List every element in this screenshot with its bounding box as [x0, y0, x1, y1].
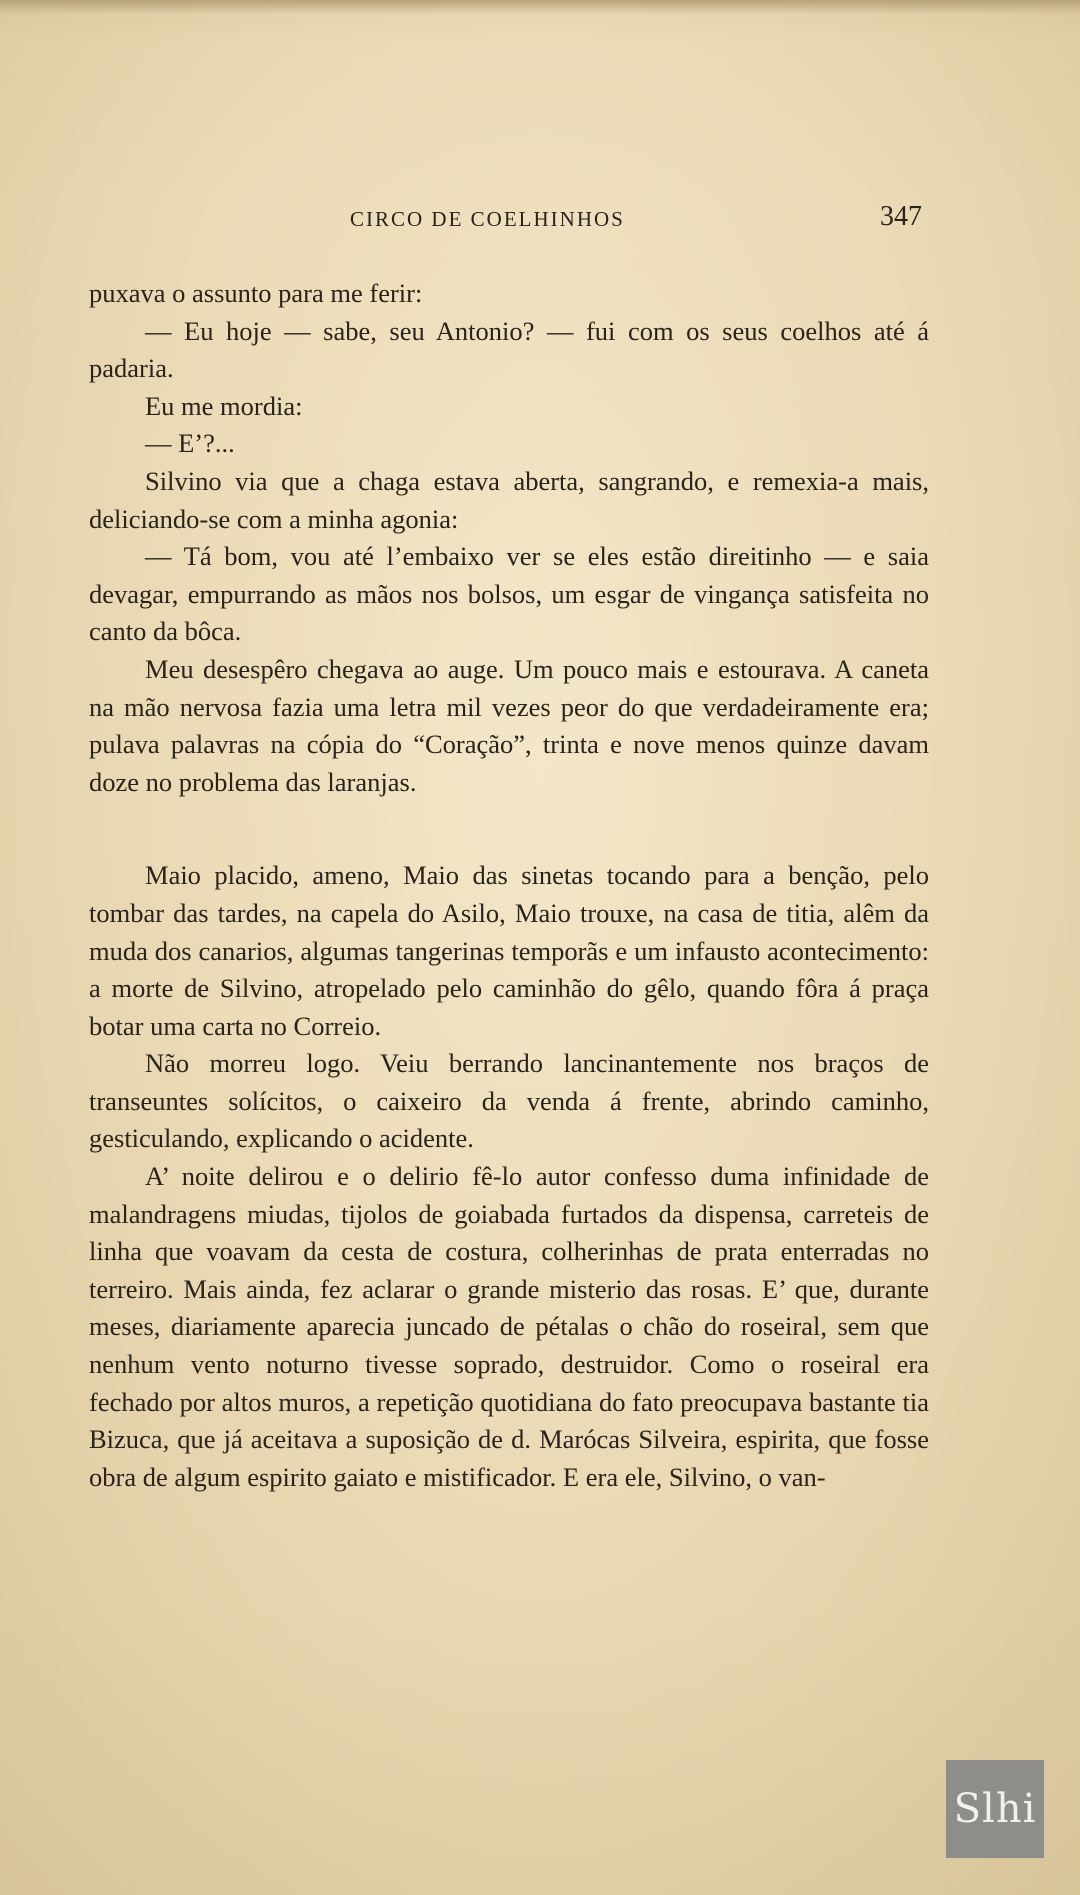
page-top-edge	[0, 0, 1080, 14]
paragraph: A’ noite delirou e o delirio fê-lo autor confesso duma infinidade de malandragens miudas, tijolos de goiabada furtados da dispensa, carreteis de linha que voavam da cesta de costura, colherinhas de prata enterradas no terreiro. Mais ainda, fez aclarar o grande misterio das rosas. E’ que, durante meses, diariamente aparecia juncado de pétalas o chão do roseiral, sem que nenhum vento noturno tivesse soprado, destruidor. Como o roseiral era fechado por altos muros, a repetição quotidiana do fato preocupava bastante tia Bizuca, que já aceitava a suposição de d. Marócas Silveira, espirita, que fosse obra de algum espirito gaiato e mistificador. E era ele, Silvino, o van-	[89, 1161, 929, 1492]
running-header	[0, 201, 1080, 241]
paragraph: Silvino via que a chaga estava aberta, sangrando, e remexia-a mais, deliciando-se com a minha agonia:	[89, 465, 929, 534]
paragraph: Eu me mordia:	[145, 390, 303, 421]
paragraph: Não morreu logo. Veiu berrando lancinantemente nos braços de transeuntes solícitos, o caixeiro da venda á frente, abrindo caminho, gesticulando, explicando o acidente.	[89, 1048, 929, 1154]
running-title: CIRCO DE COELHINHOS	[350, 207, 625, 231]
paragraph: — Eu hoje — sabe, seu Antonio? — fui com os seus coelhos até á padaria.	[89, 315, 929, 384]
paragraph: puxava o assunto para me ferir:	[89, 278, 423, 308]
library-watermark-logo	[946, 1760, 1044, 1858]
page-number: 347	[880, 201, 922, 232]
paragraph: — Tá bom, vou até l’embaixo ver se eles estão direitinho — e saia devagar, empurrando as mãos nos bolsos, um esgar de vingança satisfeita no canto da bôca.	[89, 541, 929, 647]
paragraph: Meu desespêro chegava ao auge. Um pouco mais e estourava. A caneta na mão nervosa fazia uma letra mil vezes peor do que verdadeiramente era; pulava palavras na cópia do “Coração”, trinta e nove menos quinze davam doze no problema das laranjas.	[89, 653, 929, 797]
section-break	[89, 801, 929, 857]
paragraph: — E’?...	[145, 428, 235, 459]
body-text	[89, 275, 929, 1496]
watermark-text: Slhi	[953, 1786, 1037, 1832]
paragraph: Maio placido, ameno, Maio das sinetas tocando para a benção, pelo tombar das tardes, na capela do Asilo, Maio trouxe, na casa de titia, alêm da muda dos canarios, algumas tangerinas temporãs e um infausto acontecimento: a morte de Silvino, atropelado pelo caminhão do gêlo, quando fôra á praça botar uma carta no Correio.	[89, 860, 929, 1041]
